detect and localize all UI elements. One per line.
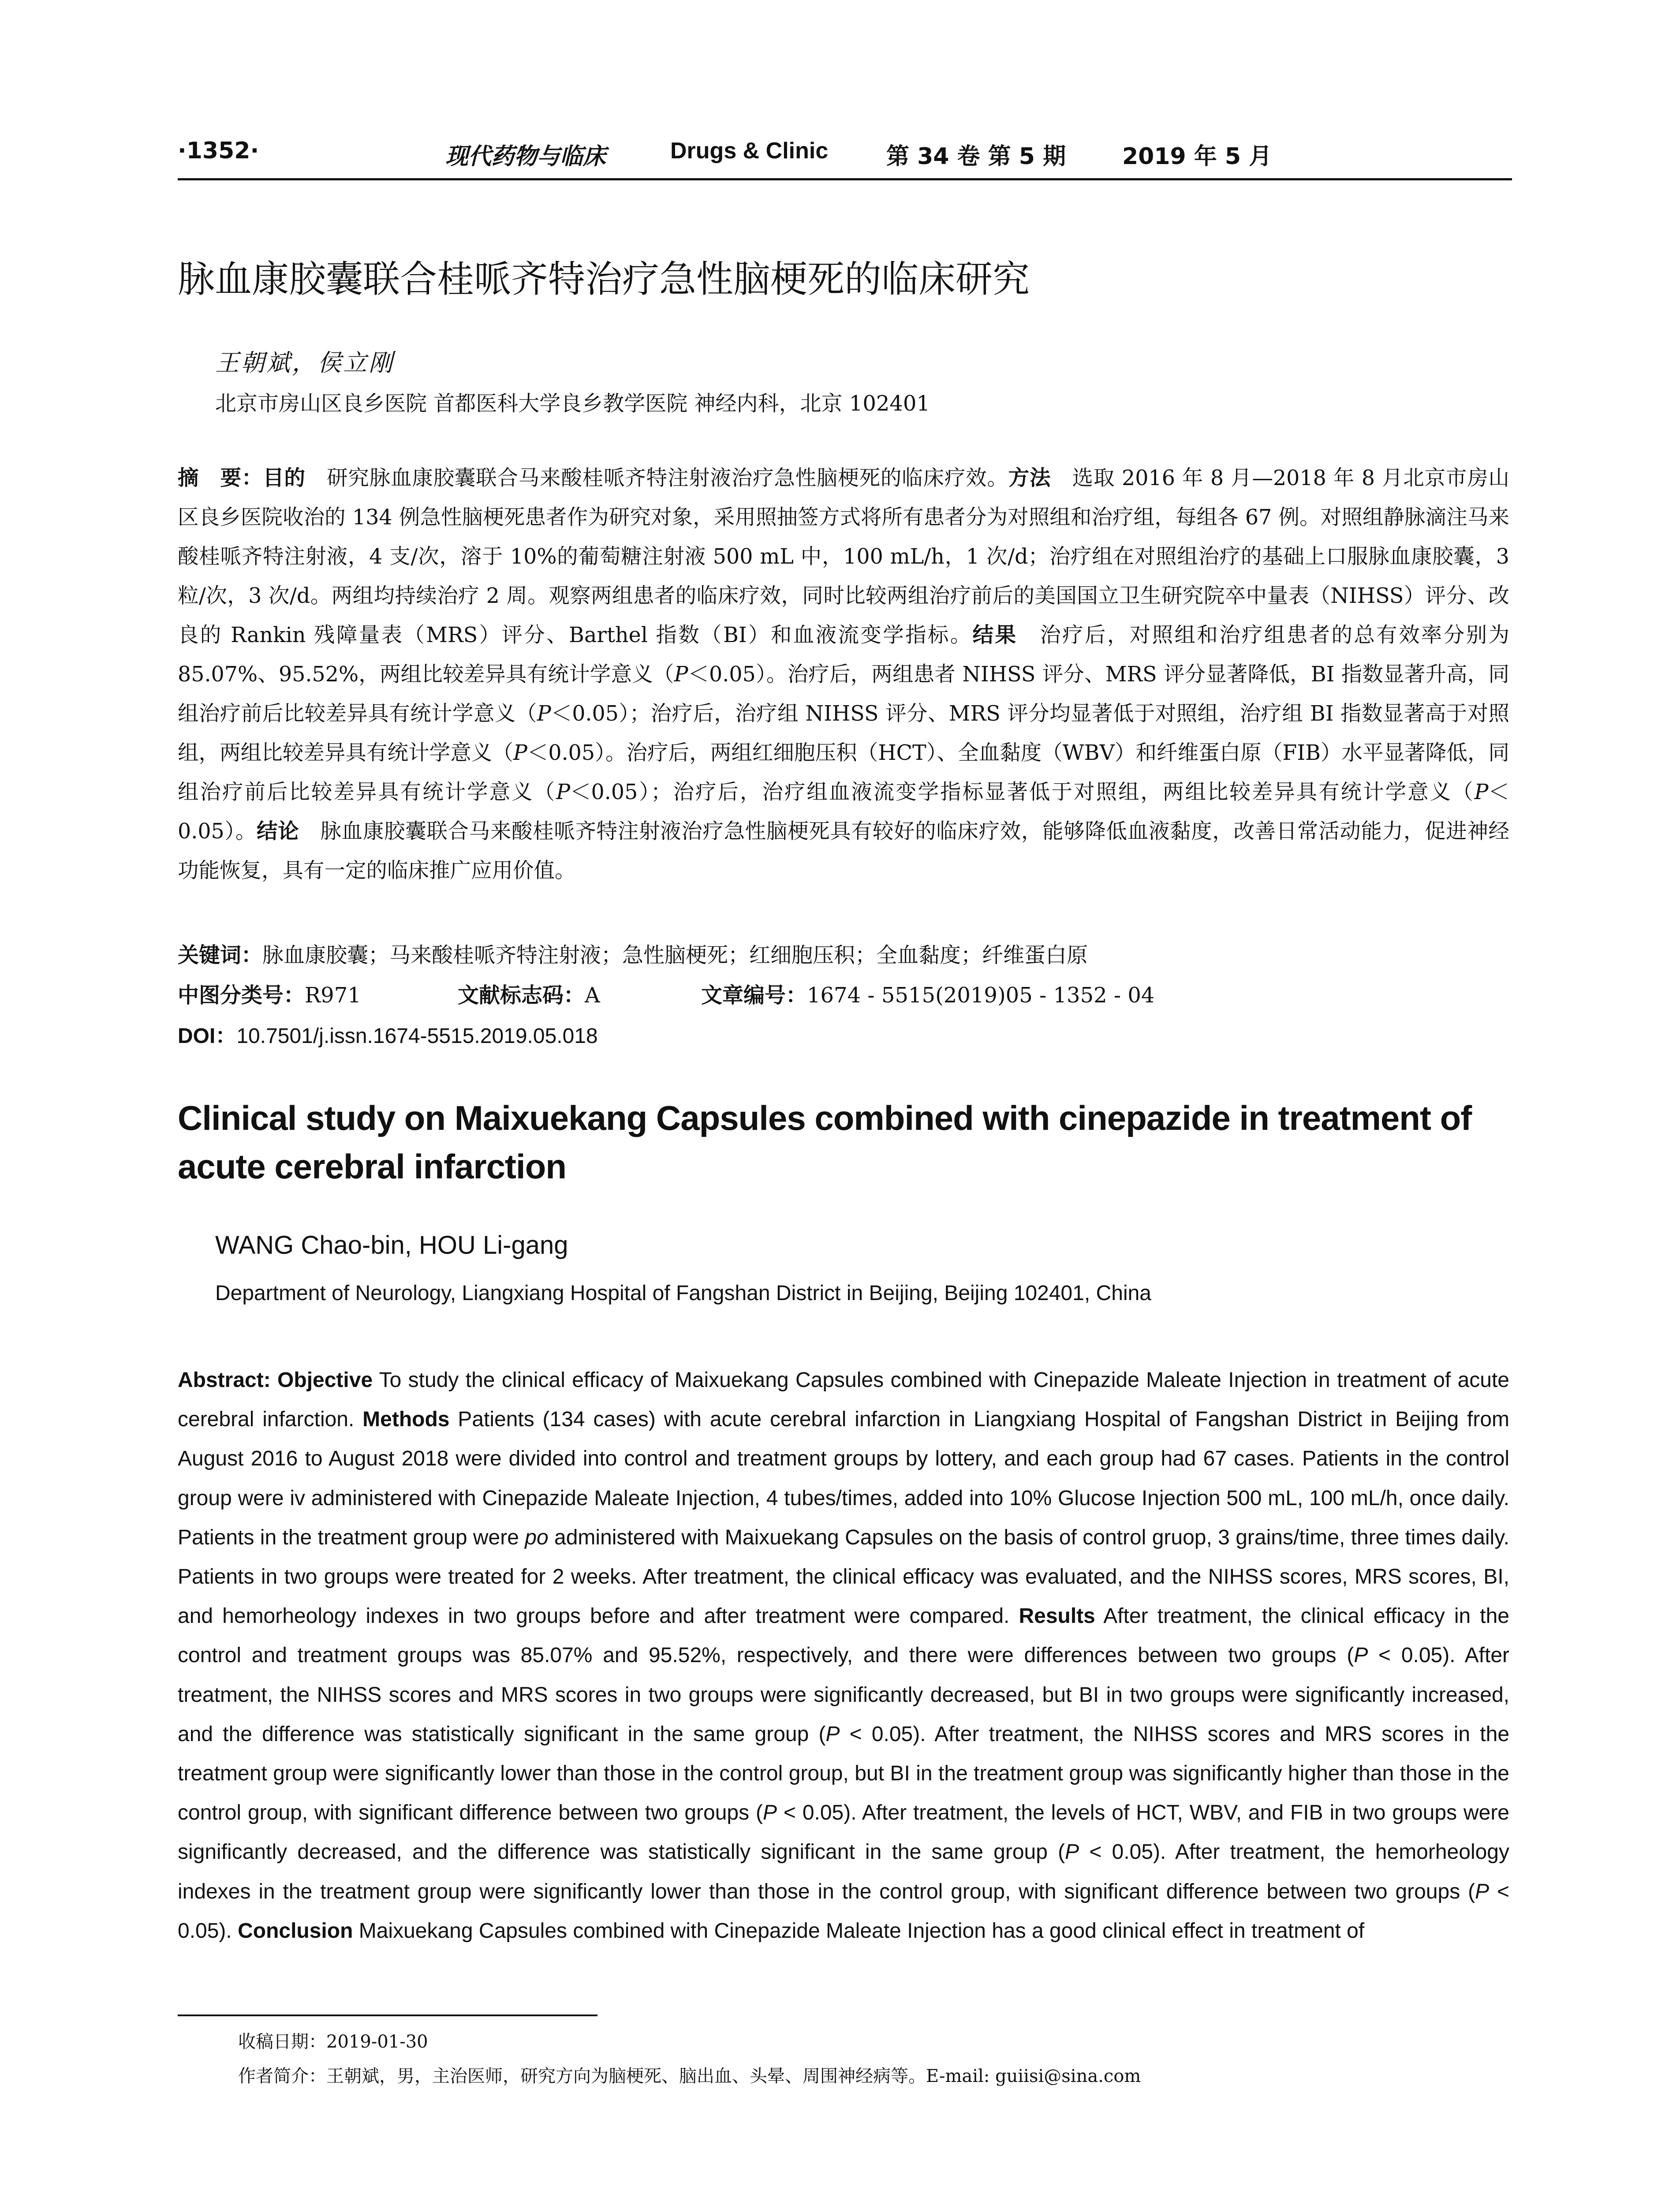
doi-value: 10.7501/j.issn.1674-5515.2019.05.018	[236, 1024, 598, 1048]
classification-line	[178, 978, 361, 1009]
results-text-en: < 0.05). After treatment, the levels of HCT, WBV, and FIB in two groups were significantly decreased, and the difference was statistically significant in the same group (	[178, 1801, 1510, 1864]
results-text-cn: ＜0.05）；治疗后，治疗组血液流变学指标显著低于对照组，两组比较差异具有统计学意义（	[570, 780, 1475, 804]
keywords-label: 关键词：	[178, 943, 263, 968]
article-title-en: Clinical study on Maixuekang Capsules combined with cinepazide in treatment of acute cerebral infarction	[178, 1099, 1472, 1186]
article-number-value: 1674 - 5515(2019)05 - 1352 - 04	[807, 983, 1155, 1008]
author-bio-note	[238, 2062, 1141, 2087]
p-symbol: P	[1475, 1880, 1490, 1903]
methods-text-en: administered with Maixuekang Capsules on the basis of control gruop, 3 grains/time, three times daily. Patients in two groups were treated for 2 weeks. After treatment, the clinical efficacy was evaluated, and the NIHSS scores, MRS scores, BI, and hemorheology indexes in two groups before and after treatment were compared.	[178, 1525, 1509, 1628]
keywords-text: 脉血康胶囊；马来酸桂哌齐特注射液；急性脑梗死；红细胞压积；全血黏度；纤维蛋白原	[262, 943, 1088, 968]
doi-label: DOI：	[178, 1024, 237, 1048]
received-label: 收稿日期：	[238, 2032, 326, 2052]
p-symbol: P	[537, 702, 551, 726]
results-text-en: < 0.05). After treatment, the NIHSS scores and MRS scores in the treatment group were significantly lower than those in the control group, but BI in the treatment group was significantly higher than those in the control group, with significant difference between two groups (	[178, 1722, 1510, 1825]
header-rule	[178, 178, 1512, 180]
p-symbol: P	[513, 741, 527, 765]
article-number-label: 文章编号：	[701, 983, 807, 1008]
results-text-en: After treatment, the clinical efficacy in the control and treatment groups was 85.07% and 95.52%, respectively, and there were differences between two groups (	[178, 1604, 1510, 1667]
p-symbol: P	[556, 780, 571, 804]
results-label-cn: 结果	[972, 623, 1018, 647]
received-date: 2019-01-30	[326, 2032, 428, 2052]
p-symbol: P	[1065, 1840, 1079, 1864]
conclusion-text-cn: 脉血康胶囊联合马来酸桂哌齐特注射液治疗急性脑梗死具有较好的临床疗效，能够降低血液黏度，改善日常活动能力，促进神经功能恢复，具有一定的临床推广应用价值。	[178, 819, 1510, 883]
doi-line	[178, 1019, 598, 1049]
authors-cn: 王朝斌，侯立刚	[215, 349, 394, 377]
p-symbol: P	[825, 1722, 840, 1746]
abstract-label-cn: 摘 要：	[178, 466, 263, 490]
results-text-en: < 0.05).	[178, 1880, 1509, 1943]
methods-label-en: Methods	[362, 1408, 450, 1431]
authors-en: WANG Chao-bin, HOU Li-gang	[215, 1231, 568, 1259]
affiliation-en: Department of Neurology, Liangxiang Hospital of Fangshan District in Beijing, Beijing 102401, China	[215, 1282, 1151, 1305]
results-text-cn: ＜0.05）；治疗后，治疗组 NIHSS 评分、MRS 评分均显著低于对照组，治疗组 BI 指数显著高于对照组，两组比较差异具有统计学意义（	[178, 702, 1510, 765]
conclusion-text-en: Maixuekang Capsules combined with Cinepazide Maleate Injection has a good clinical effect in treatment of	[353, 1919, 1365, 1943]
clc-value: R971	[305, 983, 361, 1008]
abstract-cn	[178, 459, 1509, 890]
p-symbol: P	[1474, 780, 1489, 804]
bio-text: 王朝斌，男，主治医师，研究方向为脑梗死、脑出血、头晕、周围神经病等。E-mail: guiisi@sina.com	[326, 2066, 1141, 2086]
abstract-en	[178, 1360, 1509, 1951]
methods-text-cn: 选取 2016 年 8 月—2018 年 8 月北京市房山区良乡医院收治的 134 例急性脑梗死患者作为研究对象，采用照抽签方式将所有患者分为对照组和治疗组，每组各 67 例。对照组静脉滴注马来酸桂哌齐特注射液，4 支/次，溶于 10%的葡萄糖注射液 500 mL 中，100 mL/h，1 次/d；治疗组在对照组治疗的基础上口服脉血康胶囊，3 粒/次，3 次/d。两组均持续治疗 2 周。观察两组患者的临床疗效，同时比较两组治疗前后的美国国立卫生研究院卒中量表（NIHSS）评分、改良的 Rankin 残障量表（MRS）评分、Barthel 指数（BI）和血液流变学指标。	[178, 466, 1510, 647]
journal-name-cn: 现代药物与临床	[445, 143, 606, 170]
p-symbol: P	[1354, 1644, 1368, 1667]
journal-name-en: Drugs & Clinic	[670, 138, 829, 164]
objective-text-en: To study the clinical efficacy of Maixuekang Capsules combined with Cinepazide Maleate Injection in treatment of acute cerebral infarction.	[178, 1368, 1510, 1431]
objective-label-cn: 目的	[263, 466, 306, 490]
page-number: ·1352·	[178, 138, 259, 164]
results-text-en: < 0.05). After treatment, the NIHSS scores and MRS scores in two groups were significantly decreased, but BI in two groups were significantly increased, and the difference was statistically significant in the same group (	[178, 1644, 1510, 1746]
results-text-en: < 0.05). After treatment, the hemorheology indexes in the treatment group were significantly lower than those in the control group, with significant difference between two groups (	[178, 1840, 1509, 1903]
objective-text-cn: 研究脉血康胶囊联合马来酸桂哌齐特注射液治疗急性脑梗死的临床疗效。	[305, 466, 1008, 490]
p-symbol: P	[674, 662, 688, 687]
issue-date: 2019 年 5 月	[1122, 143, 1272, 170]
doc-code-value: A	[585, 983, 600, 1008]
conclusion-label-en: Conclusion	[238, 1919, 353, 1943]
abstract-label-en: Abstract: Objective	[178, 1368, 373, 1392]
results-text-cn: 治疗后，对照组和治疗组患者的总有效率分别为 85.07%、95.52%，两组比较差异具有统计学意义（	[178, 623, 1510, 687]
methods-text-en: Patients (134 cases) with acute cerebral infarction in Liangxiang Hospital of Fangshan District in Beijing from August 2016 to August 2018 were divided into control and treatment groups by lottery, and each group had 67 cases. Patients in the control group were iv administered with Cinepazide Maleate Injection, 4 tubes/times, added into 10% Glucose Injection 500 mL, 100 mL/h, once daily. Patients in the treatment group were	[178, 1408, 1510, 1549]
results-text-cn: ＜0.05）。治疗后，两组红细胞压积（HCT）、全血黏度（WBV）和纤维蛋白原（FIB）水平显著降低，同组治疗前后比较差异具有统计学意义（	[178, 741, 1509, 804]
methods-label-cn: 方法	[1008, 466, 1051, 490]
article-title-cn: 脉血康胶囊联合桂哌齐特治疗急性脑梗死的临床研究	[178, 258, 1030, 301]
bio-label: 作者简介：	[238, 2066, 326, 2086]
clc-label: 中图分类号：	[178, 983, 305, 1008]
article-number-line	[701, 978, 1154, 1009]
keywords-line	[178, 938, 1088, 968]
volume-issue: 第 34 卷 第 5 期	[886, 143, 1066, 170]
conclusion-label-cn: 结论	[257, 819, 299, 844]
po-abbrev: po	[525, 1525, 549, 1549]
received-date-note	[238, 2028, 428, 2053]
results-label-en: Results	[1019, 1604, 1095, 1628]
doc-code-line	[458, 978, 600, 1009]
affiliation-cn: 北京市房山区良乡医院 首都医科大学良乡教学医院 神经内科，北京 102401	[215, 391, 930, 416]
footnote-rule	[178, 2014, 597, 2016]
results-text-cn: ＜0.05）。治疗后，两组患者 NIHSS 评分、MRS 评分显著降低，BI 指数显著升高，同组治疗前后比较差异具有统计学意义（	[178, 662, 1509, 726]
doc-code-label: 文献标志码：	[458, 983, 585, 1008]
p-symbol: P	[762, 1801, 777, 1825]
results-text-cn: ＜0.05）。	[178, 780, 1509, 844]
